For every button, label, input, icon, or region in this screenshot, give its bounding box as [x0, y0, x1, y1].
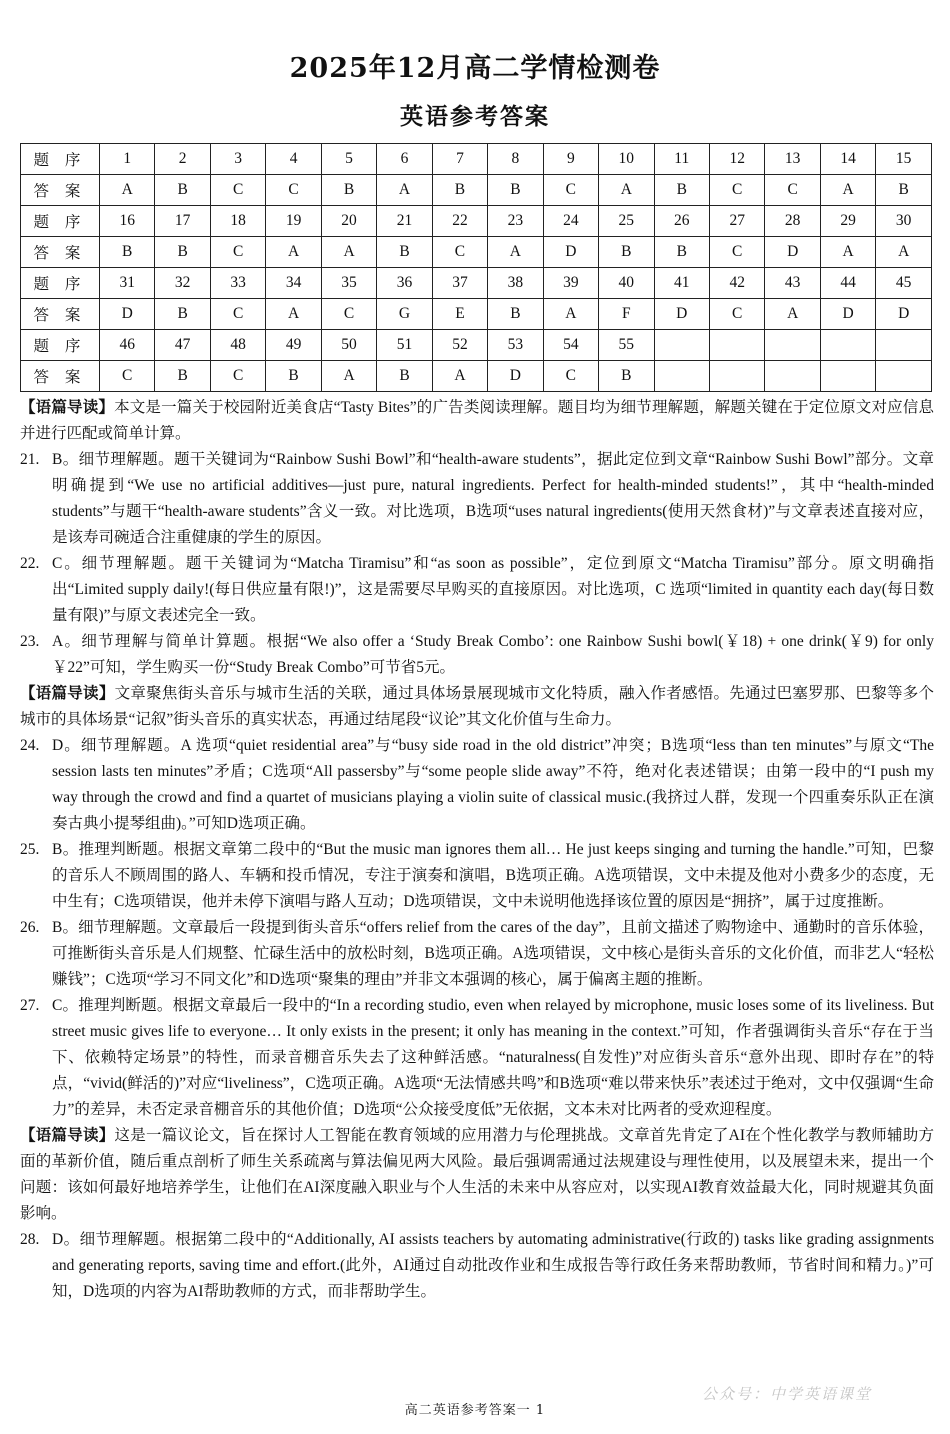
question-number-cell — [876, 330, 932, 361]
explanations — [20, 395, 934, 1305]
answer-explanation — [20, 447, 934, 551]
question-number: 21. — [20, 451, 40, 468]
answer-explanation — [20, 629, 934, 681]
question-number-cell: 15 — [876, 144, 932, 175]
question-number-cell: 32 — [155, 268, 210, 299]
answer-cell: A — [599, 175, 654, 206]
answer-explanation — [20, 1227, 934, 1305]
answer-table — [20, 143, 932, 392]
question-number-cell: 1 — [100, 144, 155, 175]
answer-cell: C — [210, 237, 265, 268]
answer-cell: C — [210, 361, 265, 392]
question-number-cell: 53 — [488, 330, 543, 361]
question-number-cell: 18 — [210, 206, 265, 237]
explanation-text: B。细节理解题。文章最后一段提到街头音乐“offers relief from the cares of the day”，且前文描述了购物途中、通勤时的音乐体验，可推断街头音乐是人们规整、忙碌生活中的放松时刻，B选项正确。A选项错误，文中核心是街头音乐的文化价值，而非艺人“轻松赚钱”；C选项“学习不同文化”和D选项“聚集的理由”并非文本强调的核心，属于偏离主题的推断。 — [52, 919, 934, 988]
answer-cell: E — [432, 299, 487, 330]
question-number-cell — [654, 330, 709, 361]
answer-cell: C — [210, 299, 265, 330]
question-number-cell: 31 — [100, 268, 155, 299]
answer-cell: B — [654, 175, 709, 206]
answer-cell: B — [155, 175, 210, 206]
explanation-text: A。细节理解与简单计算题。根据“We also offer a ‘Study Break Combo’: one Rainbow Sushi bowl(￥18) + one drink(￥9) for only ￥22”可知，学生购买一份“Study Break Combo”可节省5元。 — [52, 633, 934, 676]
answer-label-cell: 答 案 — [21, 237, 100, 268]
answer-cell — [654, 361, 709, 392]
question-number-cell: 22 — [432, 206, 487, 237]
answer-cell: A — [765, 299, 820, 330]
question-number-cell: 50 — [321, 330, 376, 361]
passage-guide — [20, 681, 934, 733]
answer-cell — [820, 361, 875, 392]
explanation-text: B。推理判断题。根据文章第二段中的“But the music man ignores them all… He just keeps singing and turning the handle.”可知，巴黎的音乐人不顾周围的路人、车辆和投币情况，专注于演奏和演唱，B选项正确。A选项错误，文中未提及他对小费多少的态度，无中生有；C选项错误，他并未停下演唱与路人互动；D选项错误，文中未说明他选择该位置的原因是“拥挤”，属于过度推断。 — [52, 841, 934, 910]
answer-cell: C — [765, 175, 820, 206]
explanation-text: 这是一篇议论文，旨在探讨人工智能在教育领域的应用潜力与伦理挑战。文章首先肯定了AI在个性化教学与教师辅助方面的革新价值，随后重点剖析了师生关系疏离与算法偏见两大风险。最后强调需通过法规建设与理性使用，以及展望未来，提出一个问题：该如何最好地培养学生，让他们在AI深度融入职业与个人生活的未来中从容应对，以实现AI教育效益最大化，同时规避其负面影响。 — [20, 1127, 934, 1222]
answer-cell: A — [377, 175, 432, 206]
answer-row — [21, 175, 932, 206]
question-number: 24. — [20, 737, 40, 754]
answer-explanation — [20, 837, 934, 915]
question-number-cell: 49 — [266, 330, 321, 361]
answer-cell: B — [155, 299, 210, 330]
answer-explanation — [20, 733, 934, 837]
answer-cell: D — [100, 299, 155, 330]
answer-explanation — [20, 551, 934, 629]
question-number-cell — [820, 330, 875, 361]
answer-cell: B — [654, 237, 709, 268]
question-number-cell: 52 — [432, 330, 487, 361]
answer-cell: D — [488, 361, 543, 392]
answer-cell: A — [488, 237, 543, 268]
question-label-cell: 题 序 — [21, 144, 100, 175]
question-number-cell: 38 — [488, 268, 543, 299]
question-label-cell: 题 序 — [21, 268, 100, 299]
answer-cell: B — [100, 237, 155, 268]
question-number-cell: 16 — [100, 206, 155, 237]
question-number-cell: 33 — [210, 268, 265, 299]
answer-cell: C — [543, 361, 598, 392]
question-number-cell: 37 — [432, 268, 487, 299]
answer-row — [21, 237, 932, 268]
answer-cell: D — [654, 299, 709, 330]
answer-cell: C — [543, 175, 598, 206]
answer-cell: A — [100, 175, 155, 206]
answer-cell: D — [820, 299, 875, 330]
question-number-cell: 44 — [820, 268, 875, 299]
question-number: 23. — [20, 633, 40, 650]
answer-cell: B — [377, 361, 432, 392]
question-number-cell: 35 — [321, 268, 376, 299]
question-number-cell: 9 — [543, 144, 598, 175]
answer-cell: D — [543, 237, 598, 268]
answer-cell: C — [210, 175, 265, 206]
question-number-cell: 41 — [654, 268, 709, 299]
answer-cell: C — [100, 361, 155, 392]
answer-cell: D — [765, 237, 820, 268]
answer-cell: C — [321, 299, 376, 330]
answer-cell: B — [155, 237, 210, 268]
answer-cell: A — [266, 299, 321, 330]
question-number-cell: 4 — [266, 144, 321, 175]
question-number-cell: 20 — [321, 206, 376, 237]
question-number-cell: 54 — [543, 330, 598, 361]
question-number-cell: 7 — [432, 144, 487, 175]
answer-row — [21, 299, 932, 330]
answer-label-cell: 答 案 — [21, 361, 100, 392]
explanation-text: D。细节理解题。根据第二段中的“Additionally, AI assists teachers by automating administrative(行政的) tasks like grading assignments and generating reports, saving time and effort.(此外，AI通过自动批改作业和生成报告等行政任务来帮助教师，节省时间和精力。)”可知，D选项的内容为AI帮助教师的方式，而非帮助学生。 — [52, 1231, 934, 1300]
question-number-cell: 11 — [654, 144, 709, 175]
answer-explanation — [20, 915, 934, 993]
question-number-cell: 25 — [599, 206, 654, 237]
answer-cell: B — [488, 175, 543, 206]
answer-cell: B — [599, 361, 654, 392]
answer-cell: B — [599, 237, 654, 268]
question-number-cell: 2 — [155, 144, 210, 175]
answer-cell: G — [377, 299, 432, 330]
question-number-cell: 39 — [543, 268, 598, 299]
answer-cell: F — [599, 299, 654, 330]
question-number-cell: 42 — [709, 268, 764, 299]
question-number-cell: 55 — [599, 330, 654, 361]
answer-row — [21, 361, 932, 392]
watermark: 公众号：中学英语课堂 — [701, 1385, 872, 1403]
question-number-cell: 48 — [210, 330, 265, 361]
answer-cell: A — [820, 237, 875, 268]
passage-guide — [20, 395, 934, 447]
answer-cell: C — [432, 237, 487, 268]
question-number-cell: 36 — [377, 268, 432, 299]
answer-cell — [765, 361, 820, 392]
question-number: 25. — [20, 841, 40, 858]
question-number-row — [21, 268, 932, 299]
answer-cell: A — [266, 237, 321, 268]
answer-cell: A — [543, 299, 598, 330]
answer-cell: A — [876, 237, 932, 268]
answer-cell — [876, 361, 932, 392]
question-number-cell: 8 — [488, 144, 543, 175]
question-number-cell: 3 — [210, 144, 265, 175]
page-footer: 高二英语参考答案一 1 — [404, 1403, 546, 1418]
question-number-cell: 6 — [377, 144, 432, 175]
answer-cell: B — [377, 237, 432, 268]
question-number-cell: 5 — [321, 144, 376, 175]
answer-cell: C — [709, 175, 764, 206]
answer-cell: B — [876, 175, 932, 206]
answer-cell: B — [321, 175, 376, 206]
answer-label-cell: 答 案 — [21, 175, 100, 206]
question-number-cell: 24 — [543, 206, 598, 237]
question-number: 28. — [20, 1231, 40, 1248]
question-number-cell: 28 — [765, 206, 820, 237]
question-number-cell: 27 — [709, 206, 764, 237]
answer-cell: A — [321, 237, 376, 268]
answer-label-cell: 答 案 — [21, 299, 100, 330]
answer-cell: B — [266, 361, 321, 392]
answer-cell: D — [876, 299, 932, 330]
explanation-text: C。推理判断题。根据文章最后一段中的“In a recording studio, even when relayed by microphone, music loses some of its liveliness. But street music gives life to everyone… It only exists in the present; it only has meaning in the context.”可知，作者强调街头音乐“存在于当下、依赖特定场景”的特性，而录音棚音乐失去了这种鲜活感。“naturalness(自发性)”对应街头音乐“意外出现、即时存在”的特点，“vivid(鲜活的)”对应“liveliness”，C选项正确。A选项“无法情感共鸣”和B选项“难以带来快乐”表述过于绝对，文中仅强调“生命力”的差异，未否定录音棚音乐的其他价值；D选项“公众接受度低”无依据，文本未对比两者的受欢迎程度。 — [52, 997, 934, 1118]
guide-tag: 【语篇导读】 — [20, 1127, 115, 1144]
question-number-cell: 40 — [599, 268, 654, 299]
explanation-text: 文章聚焦街头音乐与城市生活的关联，通过具体场景展现城市文化特质，融入作者感悟。先通过巴塞罗那、巴黎等多个城市的具体场景“记叙”街头音乐的真实状态，再通过结尾段“议论”其文化价值与生命力。 — [20, 685, 934, 728]
guide-tag: 【语篇导读】 — [20, 685, 115, 702]
answer-cell: C — [266, 175, 321, 206]
question-number-cell: 14 — [820, 144, 875, 175]
question-number-row — [21, 330, 932, 361]
answer-cell: C — [709, 237, 764, 268]
question-number-cell: 17 — [155, 206, 210, 237]
question-number-cell: 26 — [654, 206, 709, 237]
answer-cell: C — [709, 299, 764, 330]
question-number-cell: 19 — [266, 206, 321, 237]
question-number-cell: 10 — [599, 144, 654, 175]
question-number-cell: 47 — [155, 330, 210, 361]
question-number-cell: 34 — [266, 268, 321, 299]
answer-cell: A — [321, 361, 376, 392]
answer-cell: B — [155, 361, 210, 392]
question-number-cell: 21 — [377, 206, 432, 237]
question-number-row — [21, 206, 932, 237]
question-number: 27. — [20, 997, 40, 1014]
passage-guide — [20, 1123, 934, 1227]
explanation-text: B。细节理解题。题干关键词为“Rainbow Sushi Bowl”和“health-aware students”，据此定位到文章“Rainbow Sushi Bowl”部分。文章明确提到“We use no artificial additives—just pure, natural ingredients. Perfect for health-minded students!”，其中“health-minded students”与题干“health-aware students”含义一致。对比选项，B选项“uses natural ingredients(使用天然食材)”与文章表述直接对应，是该寿司碗适合注重健康的学生的原因。 — [52, 451, 934, 546]
question-number: 22. — [20, 555, 40, 572]
question-number-cell — [765, 330, 820, 361]
answer-cell: A — [820, 175, 875, 206]
question-number-cell: 12 — [709, 144, 764, 175]
question-number-cell: 23 — [488, 206, 543, 237]
question-label-cell: 题 序 — [21, 330, 100, 361]
page-subtitle: 英语参考答案 — [400, 103, 550, 130]
question-label-cell: 题 序 — [21, 206, 100, 237]
answer-explanation — [20, 993, 934, 1123]
answer-cell — [709, 361, 764, 392]
answer-cell: B — [432, 175, 487, 206]
question-number-cell: 13 — [765, 144, 820, 175]
question-number-cell: 51 — [377, 330, 432, 361]
explanation-text: C。细节理解题。题干关键词为“Matcha Tiramisu”和“as soon as possible”，定位到原文“Matcha Tiramisu”部分。原文明确指出“Limited supply daily!(每日供应量有限!)”，这是需要尽早购买的直接原因。对比选项，C 选项“limited in quantity each day(每日数量有限)”与原文表述完全一致。 — [52, 555, 934, 624]
question-number: 26. — [20, 919, 40, 936]
answer-cell: A — [432, 361, 487, 392]
question-number-cell: 30 — [876, 206, 932, 237]
answer-cell: B — [488, 299, 543, 330]
explanation-text: D。细节理解题。A 选项“quiet residential area”与“busy side road in the old district”冲突；B选项“less than ten minutes”与原文“The session lasts ten minutes”矛盾；C选项“All passersby”与“some people slide away”不符，绝对化表述错误；由第一段中的“I push my way through the crowd and find a quartet of musicians playing a violin suite of classical music.(我挤过人群，发现一个四重奏乐队正在演奏古典小提琴组曲)。”可知D选项正确。 — [52, 737, 934, 832]
question-number-cell: 46 — [100, 330, 155, 361]
explanation-text: 本文是一篇关于校园附近美食店“Tasty Bites”的广告类阅读理解。题目均为细节理解题，解题关键在于定位原文对应信息并进行匹配或简单计算。 — [20, 399, 934, 442]
question-number-cell: 45 — [876, 268, 932, 299]
question-number-row — [21, 144, 932, 175]
question-number-cell: 43 — [765, 268, 820, 299]
page-title: 2025年12月高二学情检测卷 — [289, 53, 661, 84]
question-number-cell — [709, 330, 764, 361]
guide-tag: 【语篇导读】 — [20, 399, 115, 416]
question-number-cell: 29 — [820, 206, 875, 237]
